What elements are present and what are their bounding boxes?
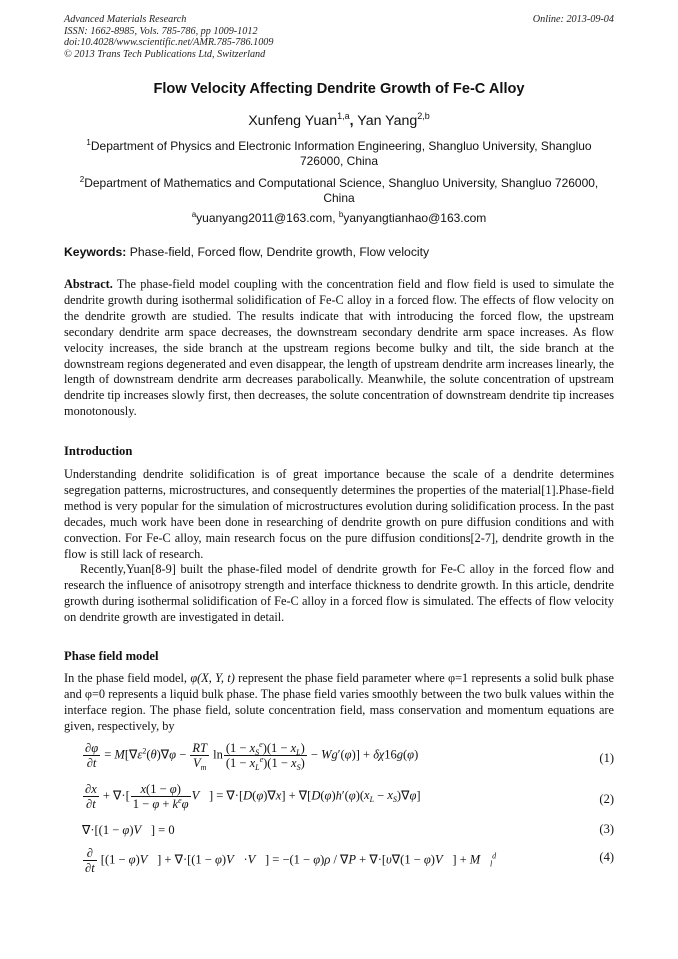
email-marker: a (191, 210, 197, 219)
equation-expression: $\frac{\partial\varphi}{\partial t}$ = $M[\nabla\varepsilon^2(\theta)\nabla\varphi$ − $\frac{RT}{V_m}$ ln $\frac{(1 - x_S^e)(1 - x_L)}{(1 - x_L^e)(1 - x_S)}$ − Wg′(φ)] + δχ16g(φ) (85, 740, 419, 772)
affiliation (64, 176, 614, 206)
email-marker: b (338, 210, 344, 219)
author-name: Xunfeng Yuan (248, 113, 338, 129)
journal-name: Advanced Materials Research (64, 14, 187, 25)
issn-line: ISSN: 1662-8985, Vols. 785-786, pp 1009-1012 (64, 25, 258, 37)
phase-field-paragraph (64, 671, 614, 735)
section-heading-phase-field-model: Phase field model (64, 649, 159, 663)
affiliation-marker: 2 (79, 175, 85, 184)
affiliation (64, 139, 614, 169)
equation-number: (4) (599, 850, 614, 864)
paragraph-text: represent the phase field parameter where (234, 671, 449, 685)
abstract-label: Abstract. (64, 277, 113, 291)
doi-line: doi:10.4028/www.scientific.net/AMR.785-786.1009 (64, 37, 274, 49)
author-separator: , (349, 113, 354, 129)
online-date: Online: 2013-09-04 (532, 14, 614, 25)
equation-number: (2) (599, 792, 614, 806)
paragraph-text: In the phase field model, (64, 671, 187, 685)
equation-number: (1) (599, 751, 614, 765)
keywords (64, 245, 614, 259)
author-superscript: 1,a (337, 111, 350, 121)
affiliation-text: Department of Mathematics and Computational Science, Shangluo University, Shangluo 726000, China (84, 176, 599, 205)
introduction-paragraph: Understanding dendrite solidification is of great importance because the scale of a dendrite determines segregation patterns, microstructures, and consequently determines the properties of the material[1].Phase-field method is very popular for the simulation of microstructures evolution during solidification process. In the past decades, much work have been done in researching of dendrite growth on pure diffusion conditions and with convection. For Fe-C alloy, main research focus on the pure diffusion conditions[2-7], dendrite growth in the flow is still lack of research. (64, 467, 614, 561)
section-heading-introduction: Introduction (64, 444, 133, 458)
equation-1 (82, 741, 614, 779)
abstract (64, 277, 614, 420)
equation-3 (82, 822, 614, 840)
equation-expression: $\frac{\partial x}{\partial t}$ + ∇·[ $\frac{x(1 - \varphi)}{1 - \varphi + k^e\varphi}$ V⃗] = $\nabla\cdot[D(\varphi)\nabla x] + \nabla[D(\varphi)h'(\varphi)(x_L - x_S)\nabla\varphi]$ (85, 782, 421, 811)
email-address[interactable]: yuanyang2011@163.com (196, 211, 333, 225)
paragraph-text: φ=0 represents a liquid bulk phase. The phase field varies smoothly between the two bulk values within the interface region. The phase field, solute concentration field, mass conservation and momentum equations are given, respectively, by (64, 686, 614, 733)
keywords-label: Keywords: (64, 245, 127, 259)
abstract-text: The phase-field model coupling with the concentration field and flow field is used to simulate the dendrite growth during isothermal solidification of Fe-C alloy in a forced flow. The effects of flow velocity on the dendrite growth are studied. The results indicate that with introducing the forced flow, the upstream secondary dendrite arm space decreases, the downstream secondary dendrite arm space increases. As flow velocity increases, the side branch at the upstream regions become bulky and tilt, the side branch at the downstream regions degenerated and even disappear, the length of upstream dendrite arm increases linearly, the length of downstream dendrite arm decreases parabolically. Meanwhile, the solute concentration of upstream dendrite tip increases slowly first, then decreases, the solute concentration of downstream dendrite tip increases monotonously. (64, 277, 614, 419)
email-address[interactable]: yanyangtianhao@163.com (343, 211, 487, 225)
keywords-text: Phase-field, Forced flow, Dendrite growth, Flow velocity (129, 245, 430, 259)
equation-number: (3) (599, 822, 614, 836)
journal-header (64, 14, 424, 60)
author-superscript: 2,b (417, 111, 430, 121)
email-line: $^a$yuanyang2011@163.com, $^b$yanyangtianhao@163.com (191, 210, 487, 225)
equation-2 (82, 782, 614, 820)
introduction-paragraph: Recently,Yuan[8-9] built the phase-filed model of dendrite growth for Fe-C alloy in the forced flow and research the influence of anisotropy strength and interface thickness to dendrite growth. In this article, dendrite growth during isothermal solidification of Fe-C alloy in a forced flow is simulated. The effects of flow velocity on dendrite growth are investigated in detail. (64, 562, 614, 624)
phase-field-symbol: φ(X, Y, t) (190, 671, 235, 685)
author-line (40, 113, 638, 129)
equation-4 (82, 846, 614, 884)
equation-expression: $\frac{\partial}{\partial t}$ [(1 − φ)V⃗] + ∇·[(1 − φ)V⃗·V⃗] = −(1 − φ)ρ / ∇P + ∇·[υ∇(1 − φ)V⃗] + $M⃗_l^d$ (85, 846, 497, 875)
affiliation-text: Department of Physics and Electronic Information Engineering, Shangluo University, Shangluo 726000, China (90, 139, 592, 168)
affiliation-marker: 1 (86, 138, 91, 147)
author-name: Yan Yang (357, 113, 418, 129)
equation-expression: ∇·[(1 − φ)V⃗] = 0 (82, 823, 175, 837)
paper-title: Flow Velocity Affecting Dendrite Growth of Fe-C Alloy (153, 81, 525, 97)
copyright-line: © 2013 Trans Tech Publications Ltd, Switzerland (64, 48, 266, 60)
paragraph-text: φ=1 represents a solid bulk phase and (64, 671, 614, 701)
